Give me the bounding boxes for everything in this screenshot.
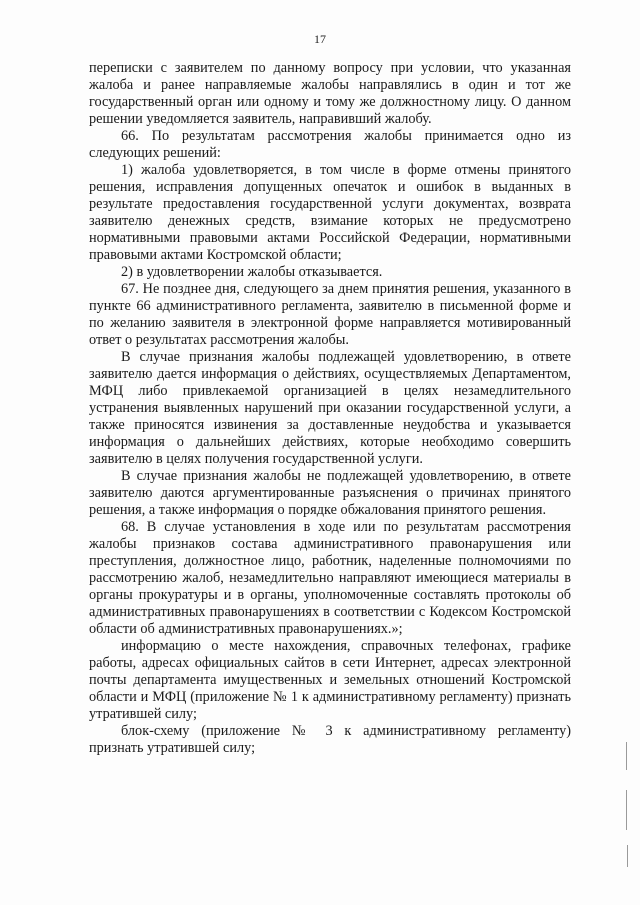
paragraph-item-67: 67. Не позднее дня, следующего за днем принятия решения, указанного в пункте 66 административного регламента, заявителю в письменной форме и по желанию заявителя в электронной форме направляется мотивированный ответ о результатах рассмотрения жалобы. [89,281,571,348]
paragraph-continuation: переписки с заявителем по данному вопросу при условии, что указанная жалоба и ранее направляемые жалобы направлялись в один и тот же государственный орган или одному и тому же должностному лицу. О данном решении уведомляется заявитель, направивший жалобу. [89,60,571,127]
scan-edge-mark [626,790,627,830]
paragraph-satisfied-case: В случае признания жалобы подлежащей удовлетворению, в ответе заявителю дается информация о действиях, осуществляемых Департаментом, МФЦ либо привлекаемой организацией в целях незамедлительного устранения выявленных нарушений при оказании государственной услуги, а также приносятся извинения за доставленные неудобства и указывается информация о дальнейших действиях, которые необходимо совершить заявителю в целях получения государственной услуги. [89,349,571,467]
scan-edge-mark [626,742,627,770]
paragraph-contact-info: информацию о месте нахождения, справочных телефонах, графике работы, адресах официальных сайтов в сети Интернет, адресах электронной почты департамента имущественных и земельных отношений Костромской области и МФЦ (приложение № 1 к административному регламенту) признать утратившей силу; [89,638,571,722]
paragraph-decision-1: 1) жалоба удовлетворяется, в том числе в форме отмены принятого решения, исправления допущенных опечаток и ошибок в выданных в результате предоставления государственной услуги документах, возврата заявителю денежных средств, взимание которых не предусмотрено нормативными правовыми актами Российской Федерации, нормативными правовыми актами Костромской области; [89,162,571,263]
scan-edge-mark [627,845,628,867]
document-body [89,60,571,757]
page-number: 17 [314,32,326,46]
paragraph-item-68: 68. В случае установления в ходе или по результатам рассмотрения жалобы признаков состава административного правонарушения или преступления, должностное лицо, работник, наделенные полномочиями по рассмотрению жалоб, незамедлительно направляют имеющиеся материалы в органы прокуратуры и в органы, уполномоченные составлять протоколы об административных правонарушениях в соответствии с Кодексом Костромской области об административных правонарушениях.»; [89,519,571,637]
paragraph-decision-2: 2) в удовлетворении жалобы отказывается. [121,264,383,280]
paragraph-block-scheme: блок-схему (приложение № 3 к административному регламенту) признать утратившей силу; [89,723,571,756]
paragraph-item-66: 66. По результатам рассмотрения жалобы принимается одно из следующих решений: [89,128,571,161]
paragraph-rejected-case: В случае признания жалобы не подлежащей удовлетворению, в ответе заявителю даются аргументированные разъяснения о причинах принятого решения, а также информация о порядке обжалования принятого решения. [89,468,571,518]
